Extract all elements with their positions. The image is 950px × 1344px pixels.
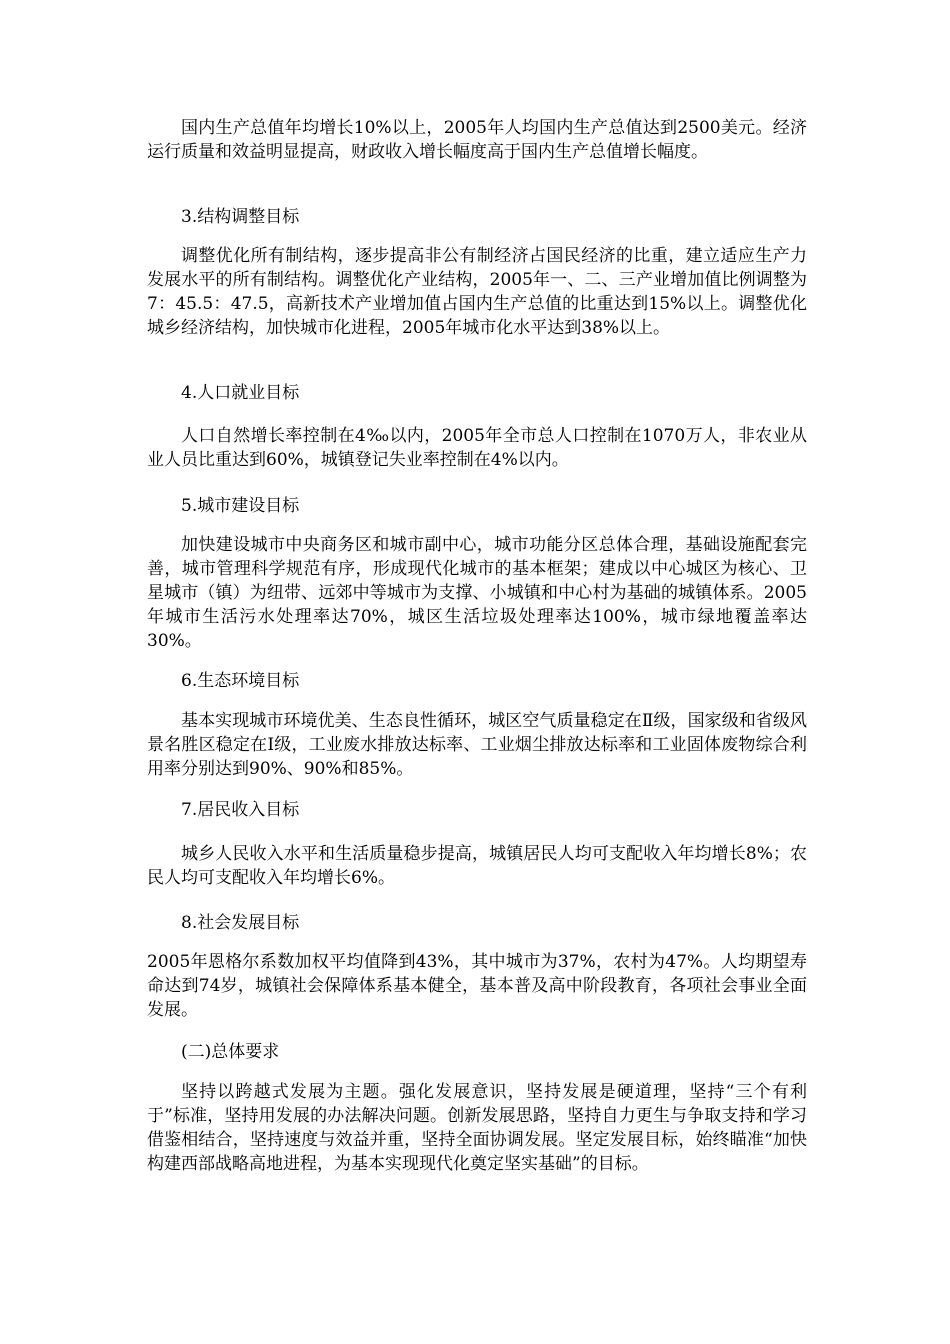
heading-population-employment: 4.人口就业目标 <box>181 383 300 403</box>
heading-social-development: 8.社会发展目标 <box>181 913 300 933</box>
paragraph-urban-construction: 加快建设城市中央商务区和城市副中心，城市功能分区总体合理，基础设施配套完善，城市管理科学规范有序，形成现代化城市的基本框架；建成以中心城区为核心、卫星城市（镇）为纽带、远郊中等城市为支撑、小城镇和中心村为基础的城镇体系。2005年城市生活污水处理率达70%，城区生活垃圾处理率达100%，城市绿地覆盖率达30%。 <box>147 535 807 651</box>
paragraph-structure-adjustment: 调整优化所有制结构，逐步提高非公有制经济占国民经济的比重，建立适应生产力发展水平的所有制结构。调整优化产业结构，2005年一、二、三产业增加值比例调整为7：45.5：47.5，高新技术产业增加值占国内生产总值的比重达到15%以上。调整优化城乡经济结构，加快城市化进程，2005年城市化水平达到38%以上。 <box>147 246 807 338</box>
heading-urban-construction: 5.城市建设目标 <box>181 496 300 516</box>
paragraph-population-employment: 人口自然增长率控制在4‰以内，2005年全市总人口控制在1070万人，非农业从业人员比重达到60%，城镇登记失业率控制在4%以内。 <box>147 426 807 470</box>
paragraph-ecological-environment: 基本实现城市环境优美、生态良性循环，城区空气质量稳定在Ⅱ级，国家级和省级风景名胜区稳定在Ⅰ级，工业废水排放达标率、工业烟尘排放达标率和工业固体废物综合利用率分别达到90%、90%和85%。 <box>147 711 807 779</box>
paragraph-social-development: 2005年恩格尔系数加权平均值降到43%，其中城市为37%，农村为47%。人均期望寿命达到74岁，城镇社会保障体系基本健全，基本普及高中阶段教育，各项社会事业全面发展。 <box>147 952 807 1020</box>
heading-resident-income: 7.居民收入目标 <box>181 800 300 820</box>
heading-overall-requirements: (二)总体要求 <box>181 1042 280 1062</box>
paragraph-resident-income: 城乡人民收入水平和生活质量稳步提高，城镇居民人均可支配收入年均增长8%；农民人均可支配收入年均增长6%。 <box>147 844 807 888</box>
heading-structure-adjustment: 3.结构调整目标 <box>181 207 300 227</box>
paragraph-gdp-growth: 国内生产总值年均增长10%以上，2005年人均国内生产总值达到2500美元。经济运行质量和效益明显提高，财政收入增长幅度高于国内生产总值增长幅度。 <box>147 118 807 162</box>
heading-ecological-environment: 6.生态环境目标 <box>181 671 300 691</box>
paragraph-overall-requirements: 坚持以跨越式发展为主题。强化发展意识，坚持发展是硬道理，坚持“三个有利于”标准，坚持用发展的办法解决问题。创新发展思路，坚持自力更生与争取支持和学习借鉴相结合，坚持速度与效益并重，坚持全面协调发展。坚定发展目标，始终瞄准“加快构建西部战略高地进程，为基本实现现代化奠定坚实基础”的目标。 <box>147 1082 807 1174</box>
